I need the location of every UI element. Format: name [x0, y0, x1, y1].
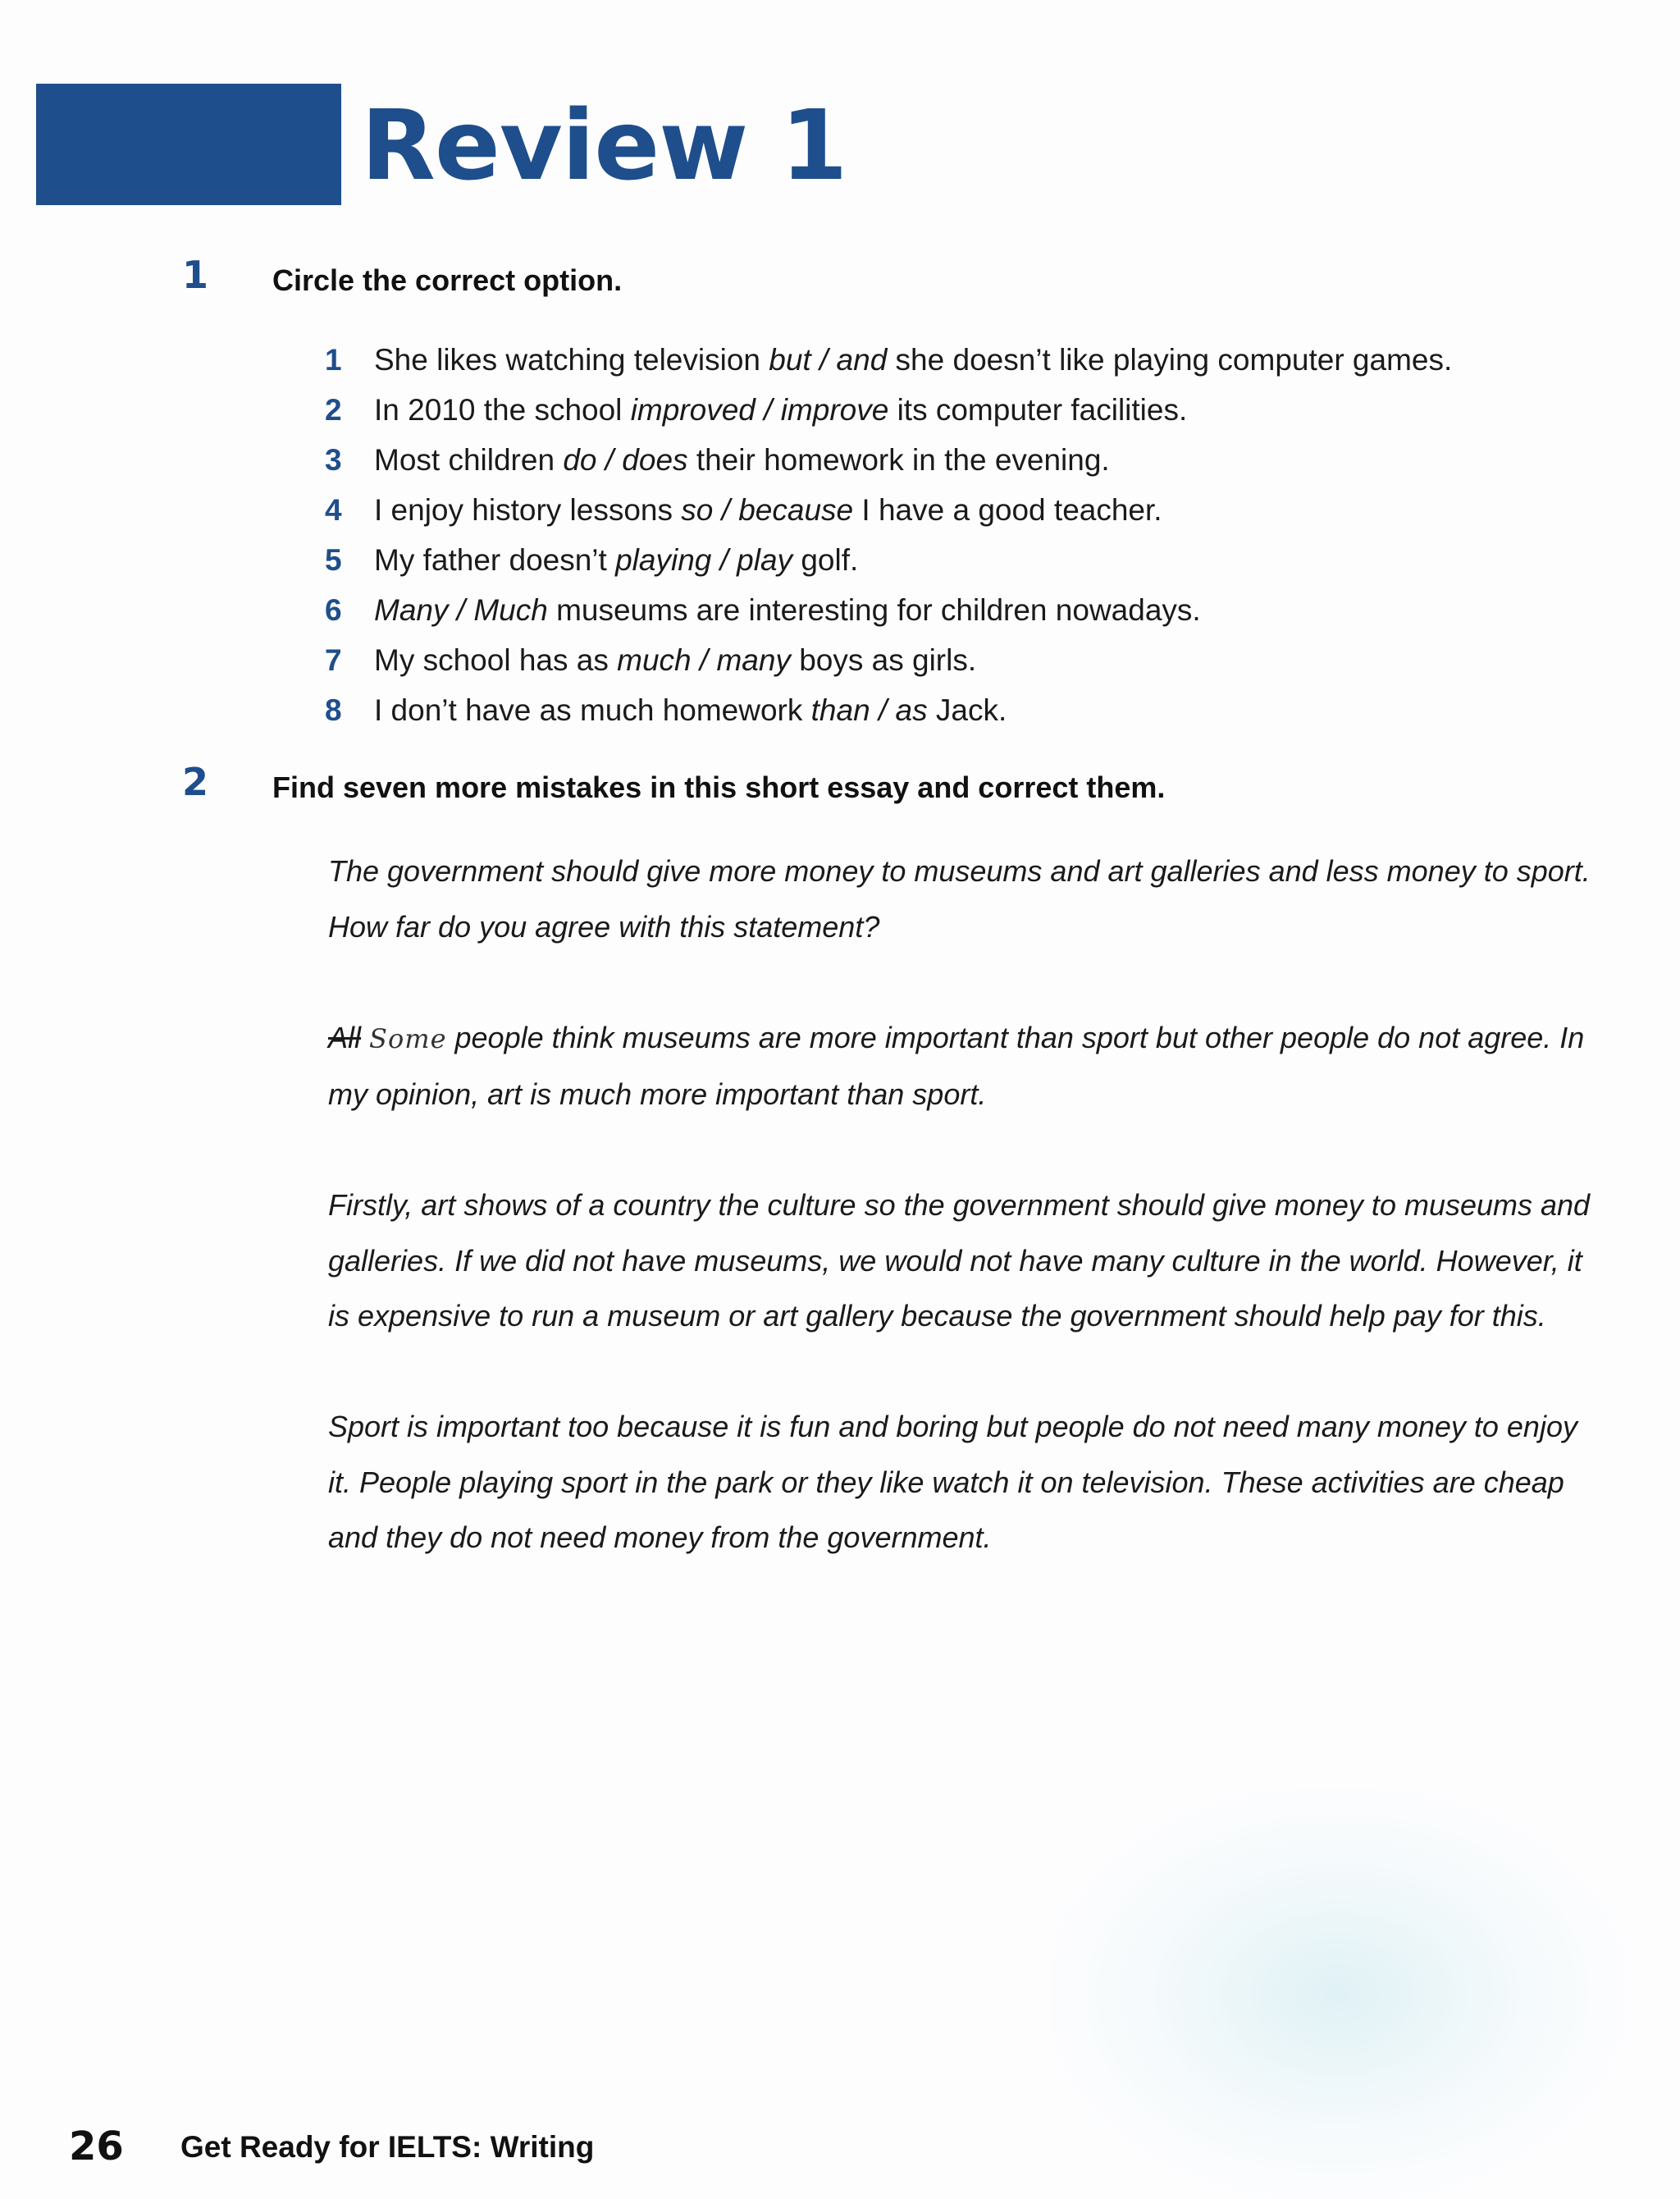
- exercise-item-list: [325, 335, 1452, 735]
- item-text-before: My father doesn’t: [374, 543, 616, 577]
- item-number: 7: [325, 643, 342, 677]
- item-number: 1: [325, 343, 342, 377]
- exercise-instruction: Find seven more mistakes in this short essay and correct them.: [272, 770, 1166, 804]
- item-options[interactable]: but / and: [769, 343, 888, 377]
- item-text-before: She likes watching television: [374, 343, 769, 377]
- item-text-after: Jack.: [927, 693, 1007, 727]
- background-shading: [1050, 1789, 1624, 2199]
- title-color-block: [36, 84, 341, 205]
- item-options[interactable]: playing / play: [615, 543, 793, 577]
- item-options[interactable]: so / because: [681, 493, 854, 527]
- item-text-after: I have a good teacher.: [853, 493, 1162, 527]
- item-text-after: boys as girls.: [790, 643, 977, 677]
- item-text-before: In 2010 the school: [374, 393, 631, 427]
- item-text-after: she doesn’t like playing computer games.: [887, 343, 1453, 377]
- item-options[interactable]: than / as: [810, 693, 928, 727]
- item-options[interactable]: Many / Much: [374, 593, 548, 627]
- exercise-item: [325, 385, 1452, 435]
- item-number: 4: [325, 493, 342, 527]
- item-text-after: its computer facilities.: [888, 393, 1188, 427]
- item-options[interactable]: improved / improve: [630, 393, 889, 427]
- item-text-after: museums are interesting for children nowadays.: [547, 593, 1201, 627]
- item-text-after: golf.: [792, 543, 859, 577]
- paragraph-text: people think museums are more important than sport but other people do not agree. In my opinion, art is much more important than sport.: [328, 1020, 1585, 1111]
- book-title: Get Ready for IELTS: Writing: [180, 2130, 595, 2164]
- struck-word: All: [328, 1020, 362, 1054]
- exercise-item: [325, 585, 1452, 635]
- item-text-before: Most children: [374, 443, 564, 477]
- item-number: 6: [325, 593, 342, 627]
- page-title: Review 1: [361, 89, 847, 202]
- exercise-instruction: Circle the correct option.: [272, 263, 623, 297]
- item-number: 5: [325, 543, 342, 577]
- item-text-before: I enjoy history lessons: [374, 493, 682, 527]
- item-text-before: My school has as: [374, 643, 618, 677]
- essay-text: [328, 843, 1608, 1621]
- page-number: 26: [69, 2124, 124, 2169]
- item-number: 3: [325, 443, 342, 477]
- exercise-item: [325, 435, 1452, 485]
- essay-paragraph: Sport is important too because it is fun and boring but people do not need many money to enjoy it. People playing sport in the park or they like watch it on television. These activities are cheap and they do not need money from the government.: [328, 1410, 1577, 1554]
- exercise-item: [325, 685, 1452, 735]
- item-options[interactable]: much / many: [617, 643, 791, 677]
- item-options[interactable]: do / does: [563, 443, 688, 477]
- item-text-after: their homework in the evening.: [687, 443, 1110, 477]
- exercise-item: [325, 635, 1452, 685]
- exercise-item: [325, 335, 1452, 385]
- essay-prompt: The government should give more money to museums and art galleries and less money to sport. How far do you agree with this statement?: [328, 854, 1591, 944]
- item-text-before: I don’t have as much homework: [374, 693, 811, 727]
- exercise-number: 1: [182, 253, 209, 297]
- item-number: 8: [325, 693, 342, 727]
- exercise-item: [325, 485, 1452, 535]
- handwritten-correction: Some: [369, 1022, 447, 1054]
- essay-paragraph: Firstly, art shows of a country the culture so the government should give money to museums and galleries. If we did not have museums, we would not have many culture in the world. However, it is expensive to run a museum or art gallery because the government should help pay for this.: [328, 1188, 1591, 1333]
- exercise-number: 2: [182, 760, 209, 804]
- exercise-item: [325, 535, 1452, 585]
- essay-paragraph: [328, 1010, 1608, 1122]
- item-number: 2: [325, 393, 342, 427]
